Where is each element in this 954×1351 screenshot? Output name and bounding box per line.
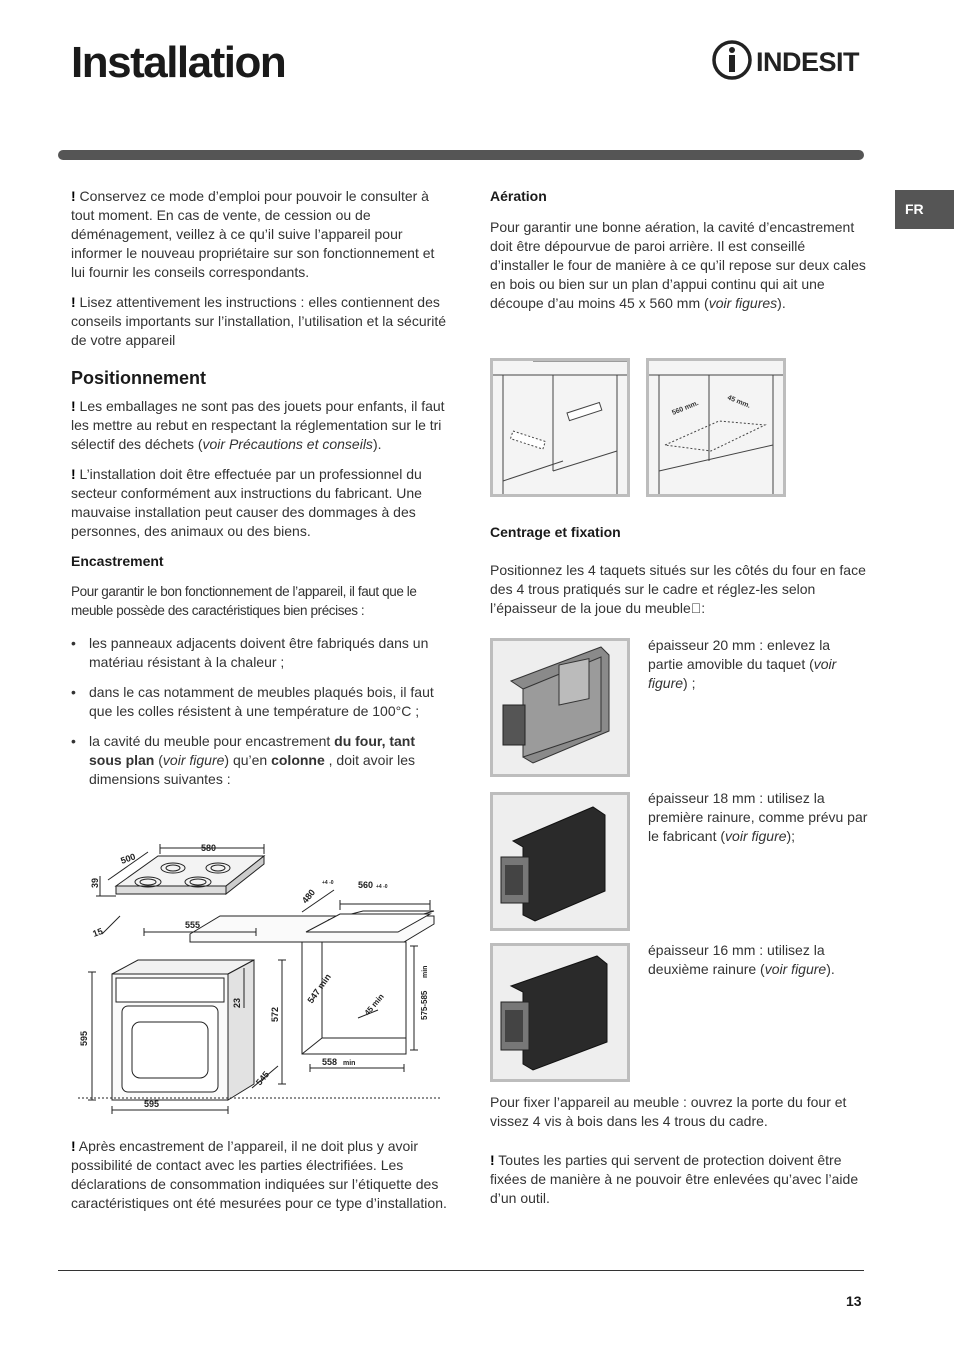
page-title: Installation (71, 38, 286, 87)
list-item: • les panneaux adjacents doivent être fabriqués dans un matériau résistant à la chaleur ; (71, 634, 447, 672)
dim-label: 500 (119, 851, 137, 866)
cavity-bold-2: colonne (271, 752, 325, 768)
footer-divider (58, 1270, 864, 1271)
dim-label-sup: +4 -0 (376, 884, 388, 890)
tab-16mm-desc: épaisseur 16 mm : utilisez la deuxième rainure ( (648, 942, 825, 977)
list-item: • dans le cas notamment de meubles plaqués bois, il faut que les colles résistent à une température de 100°C ; (71, 683, 447, 721)
cavity-ref: voir figure (162, 752, 225, 768)
packaging-close: ). (372, 436, 382, 452)
fixing-paragraph: Pour fixer l’appareil au meuble : ouvrez la porte du four et vissez 4 vis à bois dans les 4 trous du cadre. (490, 1094, 847, 1129)
dim-label: 45 min (362, 992, 386, 1018)
packaging-paragraph (71, 397, 447, 454)
post-install-paragraph (71, 1137, 447, 1224)
tab-figure-18mm (490, 792, 630, 931)
fixing-section (490, 1093, 866, 1219)
aeration-figure-1 (490, 358, 630, 497)
tab-figure-16mm (490, 943, 630, 1082)
dim-label: 580 (201, 843, 217, 853)
cavity-text-3: ) qu’en (224, 752, 272, 768)
aeration-close: ). (777, 295, 786, 311)
tab-18mm-text (648, 789, 868, 846)
dim-label-sup: +4 -0 (322, 880, 334, 886)
dim-label: 545 (253, 1069, 272, 1088)
intro-text-2: Lisez attentivement les instructions : elles contiennent des conseils importants sur l’installation, l’utilisation et la sécurité de votre appareil (71, 294, 447, 348)
page-number: 13 (846, 1293, 862, 1309)
heading-aeration: Aération (490, 188, 547, 204)
intro-paragraph-1 (71, 187, 447, 282)
tab-20mm-text (648, 636, 868, 693)
dim-label: 555 (185, 920, 201, 930)
cavity-text-2: ( (154, 752, 163, 768)
warning-mark: ! (71, 466, 76, 482)
heading-encastrement: Encastrement (71, 553, 164, 569)
aeration-text: Pour garantir une bonne aération, la cavité d’encastrement doit être dépourvue de paroi arrière. Il est conseillé d’installer le four de manière à ce qu’il repose sur deux cales en bois ou bien sur un plan d’appui continu qui ait une découpe d’au moins 45 x 560 mm ( (490, 219, 866, 311)
protection-paragraph (490, 1151, 866, 1208)
tab-20mm-ref: voir figure (648, 656, 837, 691)
professional-paragraph (71, 465, 447, 541)
aeration-figure-2 (646, 358, 786, 497)
intro-text-1: Conservez ce mode d’emploi pour pouvoir le consulter à tout moment. En cas de vente, de cession ou de déménagement, veillez à ce qu’il suive l’appareil pour informer le nouveau propriétaire sur son fonctionnement et lui fournir les conseils correspondants. (71, 188, 435, 280)
cabinet-with-wood-blocks-illustration (493, 361, 627, 494)
warning-mark: ! (490, 1152, 495, 1168)
warning-mark: ! (71, 294, 76, 310)
requirements-list (71, 634, 447, 789)
cavity-text-4: , doit avoir les dimensions suivantes : (89, 752, 416, 787)
right-column (490, 187, 866, 324)
list-item (71, 732, 447, 789)
dim-label: 572 (270, 1006, 280, 1022)
aeration-paragraph (490, 218, 866, 313)
post-install-text: Après encastrement de l’appareil, il ne doit plus y avoir possibilité de contact avec les parties électrifiées. Les déclarations de consommation indiquées sur l’étiquette des caractéristiques ont été mesurées pour ce type d’installation. (71, 1138, 447, 1211)
dim-label: 595 (144, 1099, 160, 1109)
cavity-text: la cavité du meuble pour encastrement (89, 733, 335, 749)
cabinet-with-cutout-illustration (649, 361, 783, 494)
bracket-18mm-illustration (493, 795, 627, 928)
protection-text: Toutes les parties qui servent de protection doivent être fixées de manière à ne pouvoir être enlevées qu’avec l’aide d’un outil. (490, 1152, 859, 1206)
dim-label: 575-585 (420, 990, 429, 1020)
indesit-logo (712, 38, 864, 82)
bracket-20mm-illustration (493, 641, 627, 774)
dim-label: 39 (90, 877, 100, 888)
packaging-ref: voir Précautions et conseils (202, 436, 373, 452)
tab-18mm-desc: épaisseur 18 mm : utilisez la première rainure, comme prévu par le fabricant ( (648, 790, 868, 844)
intro-paragraph-2 (71, 293, 447, 350)
warning-mark: ! (71, 398, 76, 414)
cavity-bold-1: du four, tant sous plan (89, 733, 416, 768)
tab-20mm-close: ) ; (683, 675, 696, 691)
tab-16mm-ref: voir figure (764, 961, 827, 977)
centrage-paragraph: Positionnez les 4 taquets situés sur les côtés du four en face des 4 trous pratiqués sur le cadre et réglez-les selon l’épaisseur de la joue du meuble : (490, 562, 866, 616)
tab-figure-20mm (490, 638, 630, 777)
encastrement-intro: Pour garantir le bon fonctionnement de l’appareil, il faut que le meuble possède des caractéristiques bien précises : (71, 584, 417, 618)
left-column (71, 187, 447, 800)
tab-20mm-desc: épaisseur 20 mm : enlevez la partie amovible du taquet ( (648, 637, 831, 672)
heading-positionnement: Positionnement (71, 368, 207, 388)
tab-16mm-text (648, 941, 868, 979)
dim-label-sup: min (343, 1060, 356, 1067)
tab-18mm-ref: voir figure (725, 828, 787, 844)
aeration-ref: voir figures (708, 295, 778, 311)
dimensions-diagram (78, 838, 440, 1116)
centrage-section (490, 523, 866, 629)
professional-text: L’installation doit être effectuée par un professionnel du secteur conformément aux instructions du fabricant. Une mauvaise installation peut causer des dommages à des personnes, des animaux ou des biens. (71, 466, 422, 539)
brand-wordmark: INDESIT (756, 47, 860, 77)
dim-label-sup: min (422, 965, 429, 978)
tab-18mm-close: ); (786, 828, 796, 844)
dim-label: 595 (79, 1030, 89, 1046)
cutout-width-label: 560 mm. (671, 399, 700, 417)
dim-label: 547 min (305, 971, 333, 1006)
tab-16mm-close: ). (826, 961, 835, 977)
warning-mark: ! (71, 1138, 76, 1154)
dim-label: 480 (299, 887, 318, 906)
cutout-depth-label: 45 mm. (726, 394, 752, 410)
dim-label: 15 (91, 926, 105, 939)
header-divider (58, 150, 864, 160)
packaging-text: Les emballages ne sont pas des jouets pour enfants, il faut les mettre au rebut en respectant la réglementation sur le tri sélectif des déchets ( (71, 398, 445, 452)
bracket-16mm-illustration (493, 946, 627, 1079)
heading-centrage: Centrage et fixation (490, 524, 621, 540)
dim-label: 558 (322, 1057, 338, 1067)
warning-mark: ! (71, 188, 76, 204)
dim-label: 23 (232, 997, 242, 1008)
language-tab: FR (895, 190, 954, 229)
dim-label: 560 (358, 880, 374, 890)
